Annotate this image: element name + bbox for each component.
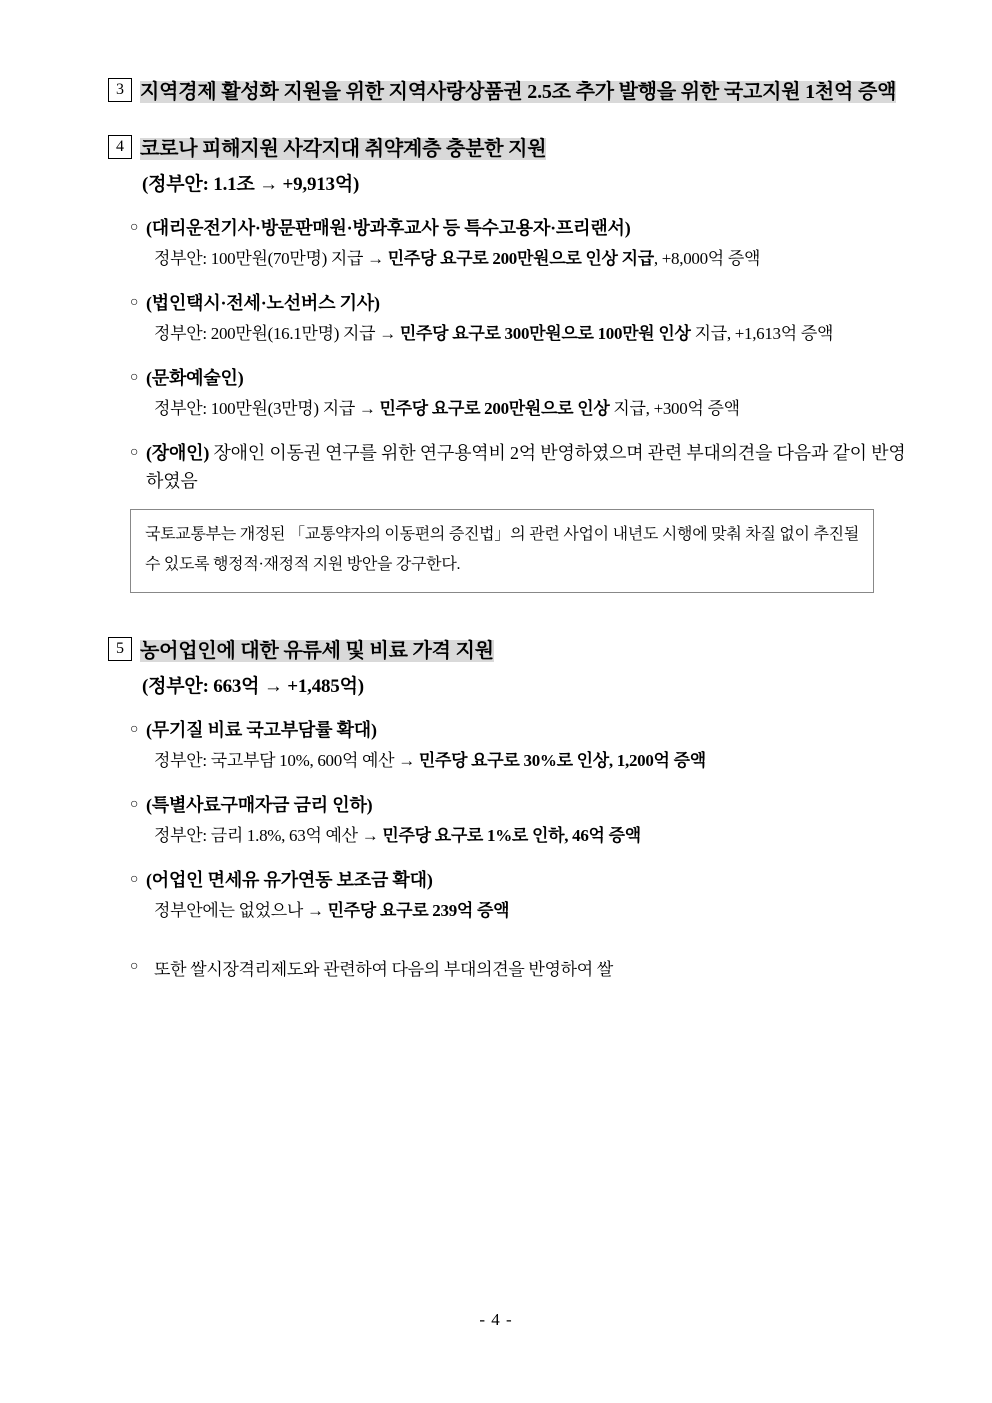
bullet-marker-icon: ○ — [130, 722, 139, 737]
list-item-title: (어업인 면세유 유가연동 보조금 확대) — [146, 870, 433, 890]
bullet-marker-icon: ○ — [130, 370, 139, 385]
section-title-3: 지역경제 활성화 지원을 위한 지역사랑상품권 2.5조 추가 발행을 위한 국고지원 1천억 증액 — [140, 81, 897, 103]
list-item — [130, 364, 908, 425]
section-heading-5 — [108, 635, 908, 668]
list-item-body — [146, 364, 908, 425]
document-body — [108, 70, 908, 986]
page-footer: - 4 - — [479, 1310, 513, 1329]
list-item-body — [146, 866, 908, 927]
list-item-title: (문화예술인) — [146, 368, 244, 388]
list-item-title-label: (장애인) — [146, 443, 210, 463]
bullet-marker-icon: ○ — [130, 295, 139, 310]
list-item-detail: 정부안: 국고부담 10%, 600억 예산 → 민주당 요구로 30%로 인상, 1,200억 증액 — [154, 751, 706, 770]
bullet-marker-icon: ○ — [130, 872, 139, 887]
section-heading-3 — [108, 76, 908, 109]
list-item-body — [146, 791, 908, 852]
spacer — [108, 593, 908, 629]
section-number-4: 4 — [108, 135, 132, 159]
section-title-wrap-5 — [140, 635, 908, 668]
list-item — [130, 289, 908, 350]
list-item-detail: 정부안: 100만원(3만명) 지급 → 민주당 요구로 200만원으로 인상 지급, +300억 증액 — [154, 399, 740, 418]
list-item-body — [146, 214, 908, 275]
list-item-title: (무기질 비료 국고부담률 확대) — [146, 720, 377, 740]
list-item — [130, 439, 908, 495]
section-number-5: 5 — [108, 637, 132, 661]
section-title-wrap-4 — [140, 133, 908, 166]
list-item — [130, 953, 908, 986]
list-item — [130, 716, 908, 777]
list-item-title-suffix: 장애인 이동권 연구를 위한 연구용역비 2억 반영하였으며 관련 부대의견을 다음과 같이 반영하였음 — [146, 443, 906, 491]
section-number-3: 3 — [108, 78, 132, 102]
list-item — [130, 791, 908, 852]
section-title-5: 농어업인에 대한 유류세 및 비료 가격 지원 — [140, 640, 494, 662]
list-item-detail: 정부안: 금리 1.8%, 63억 예산 → 민주당 요구로 1%로 인하, 46억 증액 — [154, 826, 641, 845]
bullet-marker-icon: ○ — [130, 797, 139, 812]
list-item-body — [146, 289, 908, 350]
list-item-title: (대리운전기사·방문판매원·방과후교사 등 특수고용자·프리랜서) — [146, 218, 631, 238]
list-item-title: (법인택시·전세·노선버스 기사) — [146, 293, 380, 313]
list-item-body — [146, 439, 908, 495]
list-item — [130, 214, 908, 275]
list-item — [130, 866, 908, 927]
list-item-detail: 또한 쌀시장격리제도와 관련하여 다음의 부대의견을 반영하여 쌀 — [154, 960, 613, 979]
list-item-body — [146, 716, 908, 777]
bullet-marker-icon: ○ — [130, 220, 139, 235]
list-item-body — [146, 953, 908, 986]
list-item-detail: 정부안: 100만원(70만명) 지급 → 민주당 요구로 200만원으로 인상 지급, +8,000억 증액 — [154, 249, 761, 268]
list-item-title — [146, 439, 908, 495]
section-title-4: 코로나 피해지원 사각지대 취약계층 충분한 지원 — [140, 138, 547, 160]
section-heading-4 — [108, 133, 908, 166]
supplementary-opinion-box — [130, 509, 874, 593]
list-item-detail: 정부안: 200만원(16.1만명) 지급 → 민주당 요구로 300만원으로 100만원 인상 지급, +1,613억 증액 — [154, 324, 834, 343]
spacer — [108, 109, 908, 127]
supplementary-opinion-text: 국토교통부는 개정된 「교통약자의 이동편의 증진법」의 관련 사업이 내년도 시행에 맞춰 차질 없이 추진될 수 있도록 행정적·재정적 지원 방안을 강구한다. — [145, 526, 859, 573]
bullet-marker-icon: ○ — [130, 445, 139, 460]
government-plan-line-5: (정부안: 663억 → +1,485억) — [142, 676, 364, 697]
list-item-title: (특별사료구매자금 금리 인하) — [146, 795, 373, 815]
list-item-detail: 정부안에는 없었으나 → 민주당 요구로 239억 증액 — [154, 901, 510, 920]
government-plan-line-4: (정부안: 1.1조 → +9,913억) — [142, 174, 360, 195]
bullet-marker-icon: ○ — [130, 959, 139, 974]
section-title-wrap-3 — [140, 76, 908, 109]
